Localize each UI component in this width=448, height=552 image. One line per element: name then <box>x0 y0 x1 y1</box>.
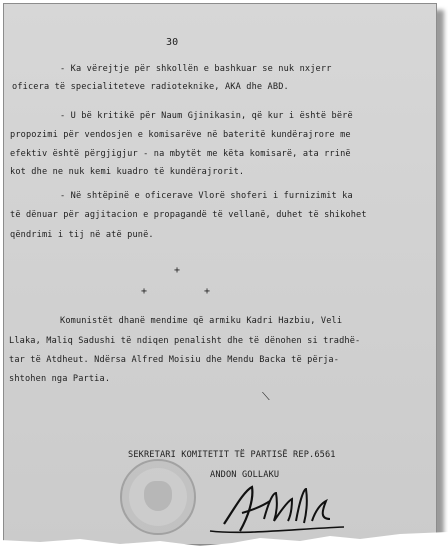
paragraph-2-line-3: efektiv është përgjigjur - na mbytët me këta komisarë, ata rrinë <box>10 149 351 159</box>
paragraph-2-line-1: - U bë kritikë për Naum Gjinikasin, që kur i është bërë <box>60 111 353 121</box>
separator-mark-3: + <box>204 286 211 297</box>
signature-title: SEKRETARI KOMITETIT TË PARTISË REP.6561 <box>128 450 336 460</box>
paragraph-2-line-4: kot dhe ne nuk kemi kuadro të kundërajrorit. <box>10 167 245 177</box>
paragraph-3-line-3: qëndrimi i tij në atë punë. <box>10 230 154 240</box>
paragraph-1-line-1: - Ka vërejtje për shkollën e bashkuar se nuk nxjerr <box>60 64 332 74</box>
paragraph-3-line-2: të dënuar për agjitacion e propagandë të vellanë, duhet të shikohet <box>10 210 367 220</box>
signature-name: ANDON GOLLAKU <box>210 470 280 480</box>
separator-mark-1: + <box>174 265 181 276</box>
paragraph-4-line-3: tar të Atdheut. Ndërsa Alfred Moisiu dhe Mendu Backa të përja- <box>9 355 340 365</box>
document-page <box>3 3 437 545</box>
separator-dash: ⟍ <box>262 390 270 403</box>
paragraph-3-line-1: - Në shtëpinë e oficerave Vlorë shoferi i furnizimit ka <box>60 191 353 201</box>
separator-mark-2: + <box>141 286 148 297</box>
paragraph-2-line-2: propozimi për vendosjen e komisarëve në bateritë kundërajrore me <box>10 130 351 140</box>
torn-paper-edge <box>0 492 448 552</box>
paragraph-4-line-1: Komunistët dhanë mendime që armiku Kadri Hazbiu, Veli <box>60 316 343 326</box>
paragraph-1-line-2: oficera të specialiteteve radioteknike, AKA dhe ABD. <box>12 82 289 92</box>
page-number: 30 <box>166 37 179 48</box>
paragraph-4-line-2: Llaka, Maliq Sadushi të ndiqen penalisht dhe të dënohen si tradhë- <box>9 336 361 346</box>
paragraph-4-line-4: shtohen nga Partia. <box>9 374 111 384</box>
